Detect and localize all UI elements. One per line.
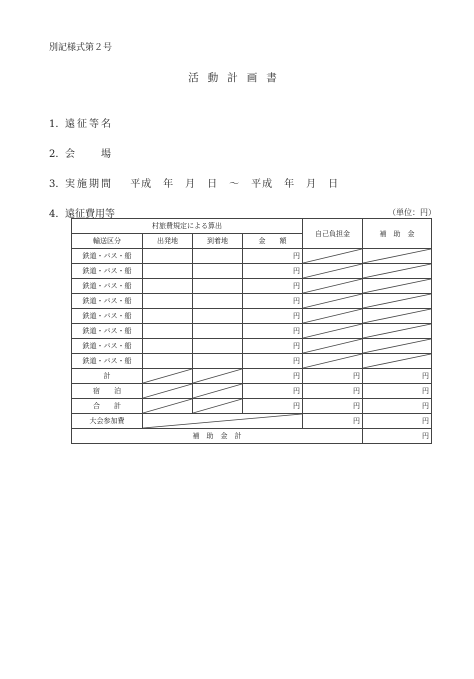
item-number: 2． bbox=[49, 149, 66, 160]
item-number: 3． bbox=[49, 179, 66, 190]
departure-cell[interactable] bbox=[143, 309, 193, 324]
diagonal-cell bbox=[363, 309, 432, 324]
item-event-name bbox=[49, 115, 113, 130]
amount-cell[interactable]: 円 bbox=[243, 354, 303, 369]
header-group: 村旅費規定による算出 bbox=[72, 219, 303, 234]
table-row bbox=[72, 279, 432, 294]
transport-label: 鉄道・バス・船 bbox=[72, 324, 143, 339]
subsidy-cell[interactable]: 円 bbox=[363, 414, 432, 429]
transport-label: 鉄道・バス・船 bbox=[72, 264, 143, 279]
lodging-label: 宿 泊 bbox=[72, 384, 143, 399]
amount-cell[interactable]: 円 bbox=[243, 369, 303, 384]
item-venue bbox=[49, 145, 113, 160]
diagonal-cell bbox=[303, 279, 363, 294]
grand-total-cell[interactable]: 円 bbox=[363, 429, 432, 444]
transport-label: 鉄道・バス・船 bbox=[72, 294, 143, 309]
amount-cell[interactable]: 円 bbox=[243, 279, 303, 294]
departure-cell[interactable] bbox=[143, 294, 193, 309]
diagonal-cell bbox=[303, 264, 363, 279]
table-row bbox=[72, 339, 432, 354]
arrival-cell[interactable] bbox=[193, 324, 243, 339]
diagonal-cell bbox=[193, 369, 243, 384]
table-row bbox=[72, 324, 432, 339]
item-number: 1． bbox=[49, 119, 66, 130]
departure-cell[interactable] bbox=[143, 264, 193, 279]
diagonal-cell bbox=[143, 414, 303, 429]
diagonal-cell bbox=[363, 249, 432, 264]
page-title: 活動計画書 bbox=[188, 72, 286, 84]
amount-cell[interactable]: 円 bbox=[243, 339, 303, 354]
amount-cell[interactable]: 円 bbox=[243, 264, 303, 279]
diagonal-cell bbox=[363, 324, 432, 339]
subsidy-cell[interactable]: 円 bbox=[363, 384, 432, 399]
transport-label: 鉄道・バス・船 bbox=[72, 249, 143, 264]
header-amount: 金 額 bbox=[243, 234, 303, 249]
amount-cell[interactable]: 円 bbox=[243, 384, 303, 399]
table-row bbox=[72, 264, 432, 279]
diagonal-cell bbox=[143, 399, 193, 414]
diagonal-cell bbox=[363, 339, 432, 354]
diagonal-cell bbox=[143, 384, 193, 399]
diagonal-cell bbox=[303, 309, 363, 324]
subtotal-label: 計 bbox=[72, 369, 143, 384]
departure-cell[interactable] bbox=[143, 249, 193, 264]
self-pay-cell[interactable]: 円 bbox=[303, 369, 363, 384]
grand-total-label: 補 助 金 計 bbox=[72, 429, 363, 444]
diagonal-cell bbox=[193, 384, 243, 399]
arrival-cell[interactable] bbox=[193, 354, 243, 369]
diagonal-cell bbox=[303, 324, 363, 339]
header-departure: 出発地 bbox=[143, 234, 193, 249]
subsidy-cell[interactable]: 円 bbox=[363, 369, 432, 384]
expense-table bbox=[71, 218, 432, 444]
item-label: 遠征費用等 bbox=[65, 209, 115, 220]
diagonal-cell bbox=[363, 354, 432, 369]
transport-label: 鉄道・バス・船 bbox=[72, 309, 143, 324]
item-label: 会 場 bbox=[65, 149, 113, 160]
diagonal-cell bbox=[143, 369, 193, 384]
header-self-pay: 自己負担金 bbox=[303, 219, 363, 249]
transport-label: 鉄道・バス・船 bbox=[72, 339, 143, 354]
subtotal-row bbox=[72, 369, 432, 384]
departure-cell[interactable] bbox=[143, 339, 193, 354]
arrival-cell[interactable] bbox=[193, 264, 243, 279]
diagonal-cell bbox=[363, 264, 432, 279]
header-arrival: 到着地 bbox=[193, 234, 243, 249]
form-number: 別記様式第２号 bbox=[49, 43, 113, 53]
diagonal-cell bbox=[363, 279, 432, 294]
arrival-cell[interactable] bbox=[193, 309, 243, 324]
departure-cell[interactable] bbox=[143, 324, 193, 339]
entry-fee-label: 大会参加費 bbox=[72, 414, 143, 429]
total-label: 合 計 bbox=[72, 399, 143, 414]
diagonal-cell bbox=[303, 339, 363, 354]
table-row bbox=[72, 249, 432, 264]
table-row bbox=[72, 294, 432, 309]
grand-total-row bbox=[72, 429, 432, 444]
amount-cell[interactable]: 円 bbox=[243, 294, 303, 309]
self-pay-cell[interactable]: 円 bbox=[303, 414, 363, 429]
arrival-cell[interactable] bbox=[193, 294, 243, 309]
lodging-row bbox=[72, 384, 432, 399]
item-period bbox=[49, 175, 339, 190]
unit-note: （単位：円） bbox=[388, 208, 436, 217]
transport-label: 鉄道・バス・船 bbox=[72, 279, 143, 294]
amount-cell[interactable]: 円 bbox=[243, 249, 303, 264]
arrival-cell[interactable] bbox=[193, 279, 243, 294]
total-row bbox=[72, 399, 432, 414]
entry-fee-row bbox=[72, 414, 432, 429]
period-value: 平成 年 月 日 ～ 平成 年 月 日 bbox=[130, 179, 340, 190]
diagonal-cell bbox=[363, 294, 432, 309]
table-row bbox=[72, 354, 432, 369]
table-row bbox=[72, 309, 432, 324]
diagonal-cell bbox=[303, 249, 363, 264]
amount-cell[interactable]: 円 bbox=[243, 399, 303, 414]
item-number: 4． bbox=[49, 209, 66, 220]
diagonal-cell bbox=[193, 399, 243, 414]
item-label: 実施期間 bbox=[65, 179, 113, 190]
arrival-cell[interactable] bbox=[193, 339, 243, 354]
transport-label: 鉄道・バス・船 bbox=[72, 354, 143, 369]
header-subsidy: 補 助 金 bbox=[363, 219, 432, 249]
departure-cell[interactable] bbox=[143, 354, 193, 369]
arrival-cell[interactable] bbox=[193, 249, 243, 264]
self-pay-cell[interactable]: 円 bbox=[303, 384, 363, 399]
departure-cell[interactable] bbox=[143, 279, 193, 294]
self-pay-cell[interactable]: 円 bbox=[303, 399, 363, 414]
item-label: 遠征等名 bbox=[65, 119, 113, 130]
subsidy-cell[interactable]: 円 bbox=[363, 399, 432, 414]
diagonal-cell bbox=[303, 294, 363, 309]
amount-cell[interactable]: 円 bbox=[243, 309, 303, 324]
diagonal-cell bbox=[303, 354, 363, 369]
amount-cell[interactable]: 円 bbox=[243, 324, 303, 339]
header-transport-type: 輸送区分 bbox=[72, 234, 143, 249]
